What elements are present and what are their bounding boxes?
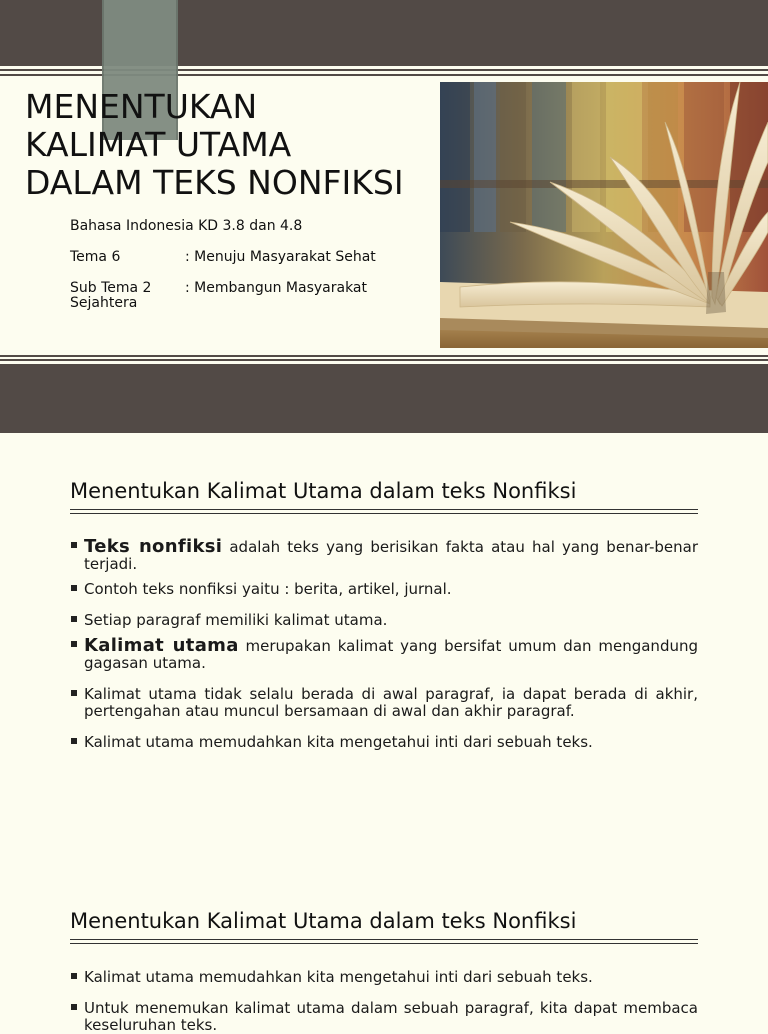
slide-heading: Menentukan Kalimat Utama dalam teks Nonfiksi bbox=[70, 479, 577, 503]
bullet-list bbox=[70, 969, 698, 1034]
content-slide-2 bbox=[0, 863, 768, 1034]
bullet-text: Kalimat utama memudahkan kita mengetahui inti dari sebuah teks. bbox=[84, 733, 593, 751]
heading-rule-1 bbox=[70, 939, 698, 940]
bullet-icon bbox=[71, 738, 77, 744]
list-item bbox=[70, 969, 698, 986]
bullet-text: adalah teks yang berisikan fakta atau hal yang benar-benar terjadi. bbox=[84, 538, 698, 573]
bullet-text: Untuk menemukan kalimat utama dalam sebuah paragraf, kita dapat membaca keseluruhan teks. bbox=[84, 999, 698, 1034]
subject-line: Bahasa Indonesia KD 3.8 dan 4.8 bbox=[70, 218, 303, 234]
list-item bbox=[70, 581, 698, 598]
list-item bbox=[70, 612, 698, 629]
slide-title: MENENTUKAN KALIMAT UTAMA DALAM TEKS NONFIKSI bbox=[25, 87, 404, 202]
bottom-rule-2 bbox=[0, 359, 768, 361]
bottom-rule-1 bbox=[0, 355, 768, 357]
bullet-text: Setiap paragraf memiliki kalimat utama. bbox=[84, 611, 388, 629]
subtema-line bbox=[70, 280, 367, 296]
tema-value: : Menuju Masyarakat Sehat bbox=[185, 249, 376, 265]
list-item bbox=[70, 637, 698, 672]
bullet-text: Kalimat utama tidak selalu berada di awal paragraf, ia dapat berada di akhir, pertengahan atau muncul bersamaan di awal dan akhir paragraf. bbox=[84, 685, 698, 720]
slide-heading: Menentukan Kalimat Utama dalam teks Nonfiksi bbox=[70, 909, 577, 933]
bullet-icon bbox=[71, 585, 77, 591]
subtema-value: : Membangun Masyarakat bbox=[185, 280, 367, 296]
bullet-icon bbox=[71, 641, 77, 647]
title-slide bbox=[0, 0, 768, 433]
list-item bbox=[70, 734, 698, 751]
bullet-icon bbox=[71, 616, 77, 622]
bullet-icon bbox=[71, 542, 77, 548]
bullet-icon bbox=[71, 973, 77, 979]
bold-term: Kalimat utama bbox=[84, 635, 239, 656]
bottom-band bbox=[0, 364, 768, 433]
bullet-text: Kalimat utama memudahkan kita mengetahui inti dari sebuah teks. bbox=[84, 968, 593, 986]
bullet-text: Contoh teks nonfiksi yaitu : berita, artikel, jurnal. bbox=[84, 580, 452, 598]
bullet-list bbox=[70, 538, 698, 751]
heading-rule-1 bbox=[70, 509, 698, 510]
content-slide-1 bbox=[0, 433, 768, 863]
list-item bbox=[70, 538, 698, 573]
heading-rule-2 bbox=[70, 943, 698, 944]
list-item bbox=[70, 686, 698, 720]
heading-rule-2 bbox=[70, 513, 698, 514]
tema-label: Tema 6 bbox=[70, 249, 121, 265]
bullet-icon bbox=[71, 1004, 77, 1010]
bold-term: Teks nonfiksi bbox=[84, 536, 223, 557]
bullet-text: merupakan kalimat yang bersifat umum dan mengandung gagasan utama. bbox=[84, 637, 698, 672]
open-book-photo bbox=[440, 82, 768, 348]
bullet-icon bbox=[71, 690, 77, 696]
subtema-label: Sub Tema 2 bbox=[70, 280, 152, 296]
list-item bbox=[70, 1000, 698, 1034]
tema-line bbox=[70, 249, 376, 265]
subtema-continuation: Sejahtera bbox=[70, 295, 138, 311]
